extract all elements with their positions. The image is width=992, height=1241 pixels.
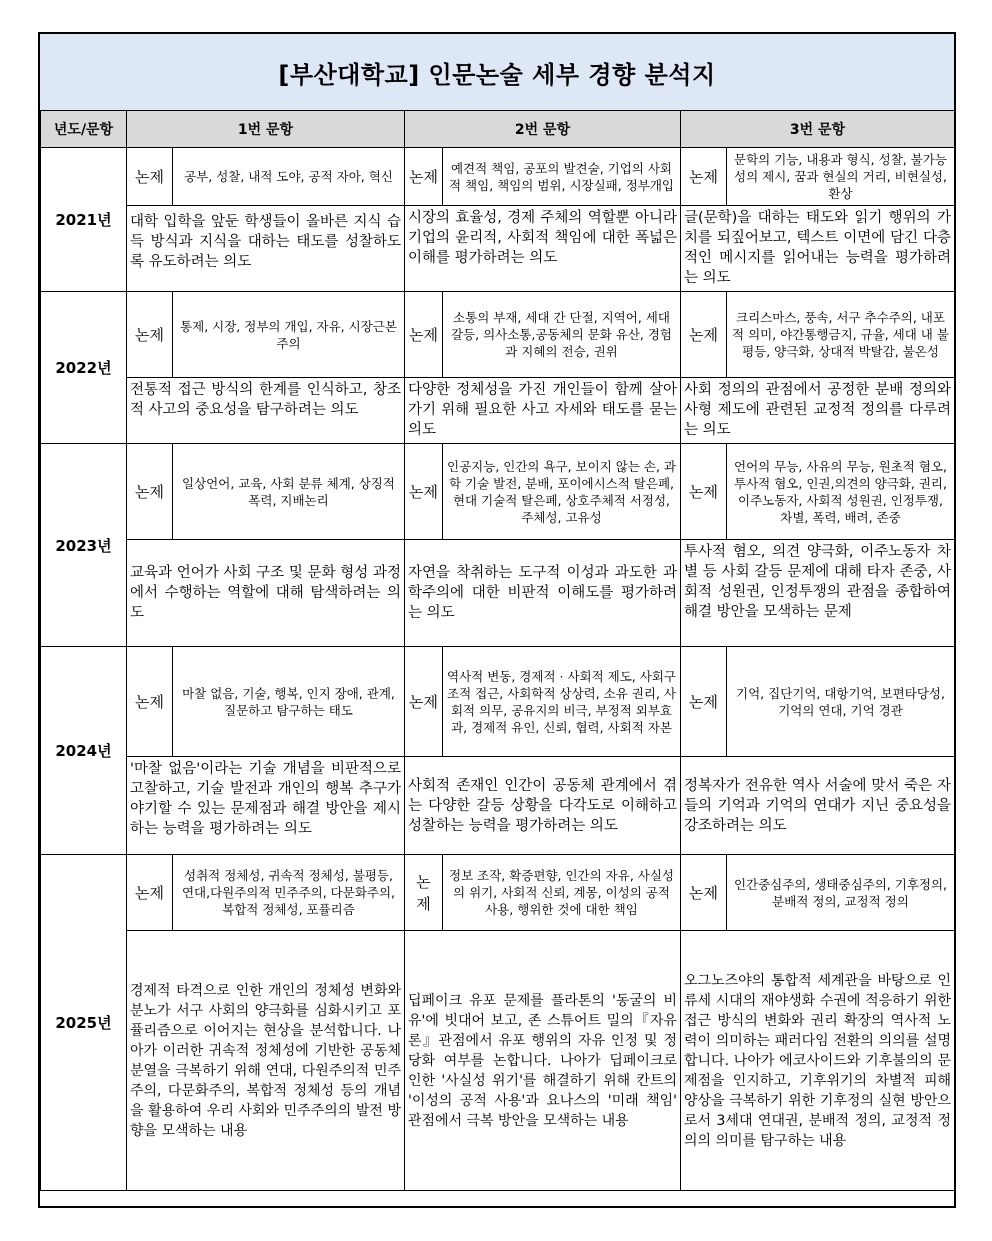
- header-q3: 3번 문항: [681, 111, 955, 148]
- topic-label: 논제: [681, 148, 727, 206]
- q1-intent: 대학 입학을 앞둔 학생들이 올바른 지식 습득 방식과 지식을 대하는 태도를 성찰하도록 유도하려는 의도: [127, 206, 405, 292]
- year-cell: 2024년: [41, 647, 127, 855]
- topic-label: 논제: [681, 647, 727, 757]
- q3-topic: 언어의 무능, 사유의 무능, 원초적 혐오, 투사적 혐오, 인권,의견의 양극화, 권리, 이주노동자, 사회적 성원권, 인정투쟁, 차별, 폭력, 배려, 존중: [727, 444, 955, 540]
- topic-label: 논제: [405, 148, 443, 206]
- q3-intent: 사회 정의의 관점에서 공정한 분배 정의와 사형 제도에 관련된 교정적 정의를 다루려는 의도: [681, 378, 955, 444]
- page-title: [부산대학교] 인문논술 세부 경향 분석지: [40, 34, 954, 111]
- q1-topic: 공부, 성찰, 내적 도야, 공적 자아, 혁신: [173, 148, 405, 206]
- year-cell: 2025년: [41, 855, 127, 1191]
- table-row: [41, 378, 955, 444]
- topic-label: 논제: [681, 292, 727, 378]
- topic-label: 논제: [405, 647, 443, 757]
- topic-label: 논제: [405, 292, 443, 378]
- q3-topic: 크리스마스, 풍속, 서구 추수주의, 내포적 의미, 야간통행금지, 규율, 세대 내 불평등, 양극화, 상대적 박탈감, 불온성: [727, 292, 955, 378]
- topic-label: 논제: [127, 444, 173, 540]
- q2-intent: 시장의 효율성, 경제 주체의 역할뿐 아니라 기업의 윤리적, 사회적 책임에 대한 폭넓은 이해를 평가하려는 의도: [405, 206, 681, 292]
- q3-topic: 인간중심주의, 생태중심주의, 기후정의, 분배적 정의, 교정적 정의: [727, 855, 955, 931]
- q1-intent: 전통적 접근 방식의 한계를 인식하고, 창조적 사고의 중요성을 탐구하려는 의도: [127, 378, 405, 444]
- year-cell: 2022년: [41, 292, 127, 444]
- topic-label: 논제: [405, 444, 443, 540]
- q3-intent: 투사적 혐오, 의견 양극화, 이주노동자 차별 등 사회 갈등 문제에 대해 타자 존중, 사회적 성원권, 인정투쟁의 관점을 종합하여 해결 방안을 모색하는 문제: [681, 540, 955, 647]
- q1-intent: 교육과 언어가 사회 구조 및 문화 형성 과정에서 수행하는 역할에 대해 탐색하려는 의도: [127, 540, 405, 647]
- q3-intent: 오그노즈야의 통합적 세계관을 바탕으로 인류세 시대의 재야생화 수권에 적응하기 위한 접근 방식의 변화와 권리 확장의 역사적 노력이 의미하는 패러다임 전환의 의의를 설명합니다. 나아가 에코사이드와 기후불의의 문제점을 인지하고, 기후위기의 차별적 피해 양상을 극복하기 위한 기후정의 실현 방안으로서 3세대 연대권, 분배적 정의, 교정적 정의의 의미를 탐구하는 내용: [681, 931, 955, 1191]
- q2-intent: 자연을 착취하는 도구적 이성과 과도한 과학주의에 대한 비판적 이해도를 평가하려는 의도: [405, 540, 681, 647]
- table-row: [41, 206, 955, 292]
- q3-intent: 정복자가 전유한 역사 서술에 맞서 죽은 자들의 기억과 기억의 연대가 지닌 중요성을 강조하려는 의도: [681, 757, 955, 855]
- topic-label: 논제: [127, 148, 173, 206]
- q2-topic: 정보 조작, 확증편향, 인간의 자유, 사실성의 위기, 사회적 신뢰, 계몽, 이성의 공적 사용, 행위한 것에 대한 책임: [443, 855, 681, 931]
- q2-topic: 예견적 책임, 공포의 발견술, 기업의 사회적 책임, 책임의 범위, 시장실패, 정부개입: [443, 148, 681, 206]
- q1-topic: 일상언어, 교육, 사회 분류 체계, 상징적 폭력, 지배논리: [173, 444, 405, 540]
- year-cell: 2021년: [41, 148, 127, 292]
- q1-intent: '마찰 없음'이라는 기술 개념을 비판적으로 고찰하고, 기술 발전과 개인의 행복 추구가 야기할 수 있는 문제점과 해결 방안을 제시하는 능력을 평가하려는 의도: [127, 757, 405, 855]
- table-row: [41, 647, 955, 757]
- header-year: 년도/문항: [41, 111, 127, 148]
- header-row: [41, 111, 955, 148]
- q2-intent: 다양한 정체성을 가진 개인들이 함께 살아가기 위해 필요한 사고 자세와 태도를 묻는 의도: [405, 378, 681, 444]
- q2-topic: 역사적 변동, 경제적 · 사회적 제도, 사회구조적 접근, 사회학적 상상력, 소유 권리, 사회적 의무, 공유지의 비극, 부정적 외부효과, 경제적 유인, 신뢰, 협력, 사회적 자본: [443, 647, 681, 757]
- table-row: [41, 292, 955, 378]
- analysis-table: [40, 110, 955, 1191]
- table-row: [41, 148, 955, 206]
- table-row: [41, 757, 955, 855]
- topic-label-vertical: [405, 855, 443, 931]
- q2-intent: 사회적 존재인 인간이 공동체 관계에서 겪는 다양한 갈등 상황을 다각도로 이해하고 성찰하는 능력을 평가하려는 의도: [405, 757, 681, 855]
- year-cell: 2023년: [41, 444, 127, 647]
- table-row: [41, 540, 955, 647]
- topic-label-bottom: 제: [416, 894, 431, 913]
- topic-label: 논제: [127, 647, 173, 757]
- topic-label-top: 논: [416, 872, 431, 891]
- table-row: [41, 931, 955, 1191]
- topic-label: 논제: [127, 292, 173, 378]
- q3-topic: 기억, 집단기억, 대항기억, 보편타당성, 기억의 연대, 기억 경관: [727, 647, 955, 757]
- q1-topic: 성취적 정체성, 귀속적 정체성, 불평등, 연대,다원주의적 민주주의, 다문화주의, 복합적 정체성, 포퓰리즘: [173, 855, 405, 931]
- q2-topic: 인공지능, 인간의 욕구, 보이지 않는 손, 과학 기술 발전, 분배, 포이에시스적 탈은폐, 현대 기술적 탈은폐, 상호주체적 서정성, 주체성, 고유성: [443, 444, 681, 540]
- topic-label: 논제: [681, 855, 727, 931]
- q1-topic: 마찰 없음, 기술, 행복, 인지 장애, 관계, 질문하고 탐구하는 태도: [173, 647, 405, 757]
- header-q1: 1번 문항: [127, 111, 405, 148]
- topic-label: 논제: [127, 855, 173, 931]
- topic-label: 논제: [681, 444, 727, 540]
- q3-topic: 문학의 기능, 내용과 형식, 성찰, 불가능성의 제시, 꿈과 현실의 거리, 비현실성, 환상: [727, 148, 955, 206]
- q1-intent: 경제적 타격으로 인한 개인의 정체성 변화와 분노가 서구 사회의 양극화를 심화시키고 포퓰리즘으로 이어지는 현상을 분석합니다. 나아가 이러한 귀속적 정체성에 기반한 공동체 분열을 극복하기 위해 연대, 다원주의적 민주주의, 다문화주의, 복합적 정체성 등의 개념을 활용하여 우리 사회와 민주주의의 발전 방향을 모색하는 내용: [127, 931, 405, 1191]
- table-row: [41, 444, 955, 540]
- header-q2: 2번 문항: [405, 111, 681, 148]
- q3-intent: 글(문학)을 대하는 태도와 읽기 행위의 가치를 되짚어보고, 텍스트 이면에 담긴 다층적인 메시지를 읽어내는 능력을 평가하려는 의도: [681, 206, 955, 292]
- q1-topic: 통제, 시장, 정부의 개입, 자유, 시장근본주의: [173, 292, 405, 378]
- analysis-sheet: [38, 32, 956, 1208]
- table-row: [41, 855, 955, 931]
- q2-intent: 딥페이크 유포 문제를 플라톤의 '동굴의 비유'에 빗대어 보고, 존 스튜어트 밀의『자유론』관점에서 유포 행위의 자유 인정 및 정당화 여부를 논합니다. 나아가 딥페이크로 인한 '사실성 위기'를 해결하기 위해 칸트의 '이성의 공적 사용'과 요나스의 '미래 책임' 관점에서 극복 방안을 모색하는 내용: [405, 931, 681, 1191]
- q2-topic: 소통의 부재, 세대 간 단절, 지역어, 세대 갈등, 의사소통,공동체의 문화 유산, 경험과 지혜의 전승, 권위: [443, 292, 681, 378]
